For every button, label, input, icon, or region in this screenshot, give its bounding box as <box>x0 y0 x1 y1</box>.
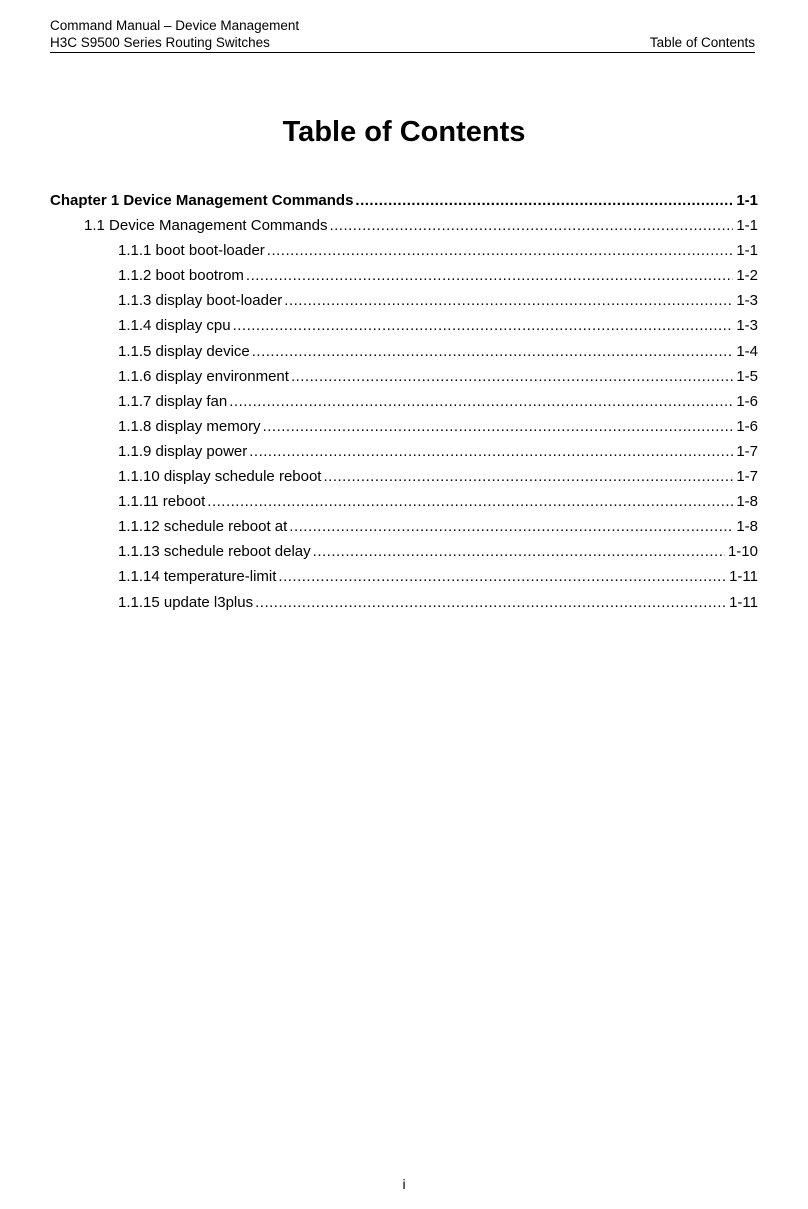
dot-leader <box>284 288 733 313</box>
toc-entry-page: 1-8 <box>736 493 758 511</box>
page-title: Table of Contents <box>282 116 526 148</box>
toc-entry[interactable] <box>50 313 758 338</box>
toc-entry[interactable] <box>50 389 758 414</box>
toc-entry[interactable] <box>50 339 758 364</box>
toc-entry-title: 1.1.11 reboot <box>118 493 206 511</box>
dot-leader <box>313 539 725 564</box>
dot-leader <box>207 489 733 514</box>
toc-entry[interactable] <box>50 439 758 464</box>
dot-leader <box>249 439 733 464</box>
toc-entry[interactable] <box>50 514 758 539</box>
toc-entry-title: 1.1.9 display power <box>118 442 248 460</box>
dot-leader <box>233 313 734 338</box>
toc-entry-page: 1-3 <box>736 317 758 335</box>
product-name: H3C S9500 Series Routing Switches <box>50 35 270 50</box>
dot-leader <box>252 339 734 364</box>
dot-leader <box>255 590 726 615</box>
toc-entry-title: 1.1.15 update l3plus <box>118 593 254 611</box>
toc-entry-page: 1-6 <box>736 392 758 410</box>
toc-entry-title: 1.1.5 display device <box>118 342 250 360</box>
dot-leader <box>329 213 733 238</box>
dot-leader <box>263 414 734 439</box>
dot-leader <box>278 564 726 589</box>
toc-entry-title: 1.1 Device Management Commands <box>84 217 328 235</box>
toc-entry[interactable] <box>50 364 758 389</box>
toc-entry[interactable] <box>50 564 758 589</box>
toc-entry-title: 1.1.7 display fan <box>118 392 228 410</box>
toc-entry[interactable] <box>50 288 758 313</box>
toc-entry[interactable] <box>50 539 758 564</box>
toc-entry-title: 1.1.3 display boot-loader <box>118 292 283 310</box>
toc-entry-title: 1.1.14 temperature-limit <box>118 568 277 586</box>
page-number: i <box>402 1176 406 1192</box>
toc-entry-page: 1-4 <box>736 342 758 360</box>
dot-leader <box>355 188 733 213</box>
toc-entry-title: 1.1.6 display environment <box>118 367 289 385</box>
toc-entry-title: 1.1.8 display memory <box>118 417 261 435</box>
table-of-contents <box>50 188 758 615</box>
toc-entry-title: 1.1.4 display cpu <box>118 317 231 335</box>
toc-entry-page: 1-3 <box>736 292 758 310</box>
toc-entry-page: 1-1 <box>736 192 758 209</box>
toc-entry-title: Chapter 1 Device Management Commands <box>50 192 354 209</box>
toc-entry-page: 1-7 <box>736 442 758 460</box>
dot-leader <box>291 364 733 389</box>
dot-leader <box>267 238 734 263</box>
toc-entry[interactable] <box>50 188 758 213</box>
page-header <box>50 16 755 53</box>
toc-entry-page: 1-1 <box>736 242 758 260</box>
toc-entry-page: 1-11 <box>729 568 758 586</box>
toc-entry-page: 1-11 <box>729 593 758 611</box>
manual-title: Command Manual – Device Management <box>50 18 300 33</box>
toc-entry-title: 1.1.10 display schedule reboot <box>118 468 322 486</box>
toc-entry-page: 1-6 <box>736 417 758 435</box>
toc-entry[interactable] <box>50 590 758 615</box>
toc-entry-title: 1.1.1 boot boot-loader <box>118 242 265 260</box>
toc-entry[interactable] <box>50 464 758 489</box>
toc-entry-title: 1.1.13 schedule reboot delay <box>118 543 311 561</box>
toc-entry[interactable] <box>50 263 758 288</box>
toc-entry-page: 1-1 <box>736 217 758 235</box>
toc-entry-page: 1-8 <box>736 518 758 536</box>
dot-leader <box>323 464 733 489</box>
toc-entry-title: 1.1.12 schedule reboot at <box>118 518 288 536</box>
toc-entry-page: 1-7 <box>736 468 758 486</box>
toc-entry-page: 1-10 <box>727 543 758 561</box>
header-section: Table of Contents <box>649 35 755 50</box>
toc-entry[interactable] <box>50 489 758 514</box>
dot-leader <box>246 263 733 288</box>
toc-entry[interactable] <box>50 213 758 238</box>
toc-entry-page: 1-5 <box>736 367 758 385</box>
toc-entry-page: 1-2 <box>736 267 758 285</box>
dot-leader <box>289 514 733 539</box>
toc-entry-title: 1.1.2 boot bootrom <box>118 267 244 285</box>
toc-entry[interactable] <box>50 414 758 439</box>
toc-entry[interactable] <box>50 238 758 263</box>
dot-leader <box>229 389 733 414</box>
